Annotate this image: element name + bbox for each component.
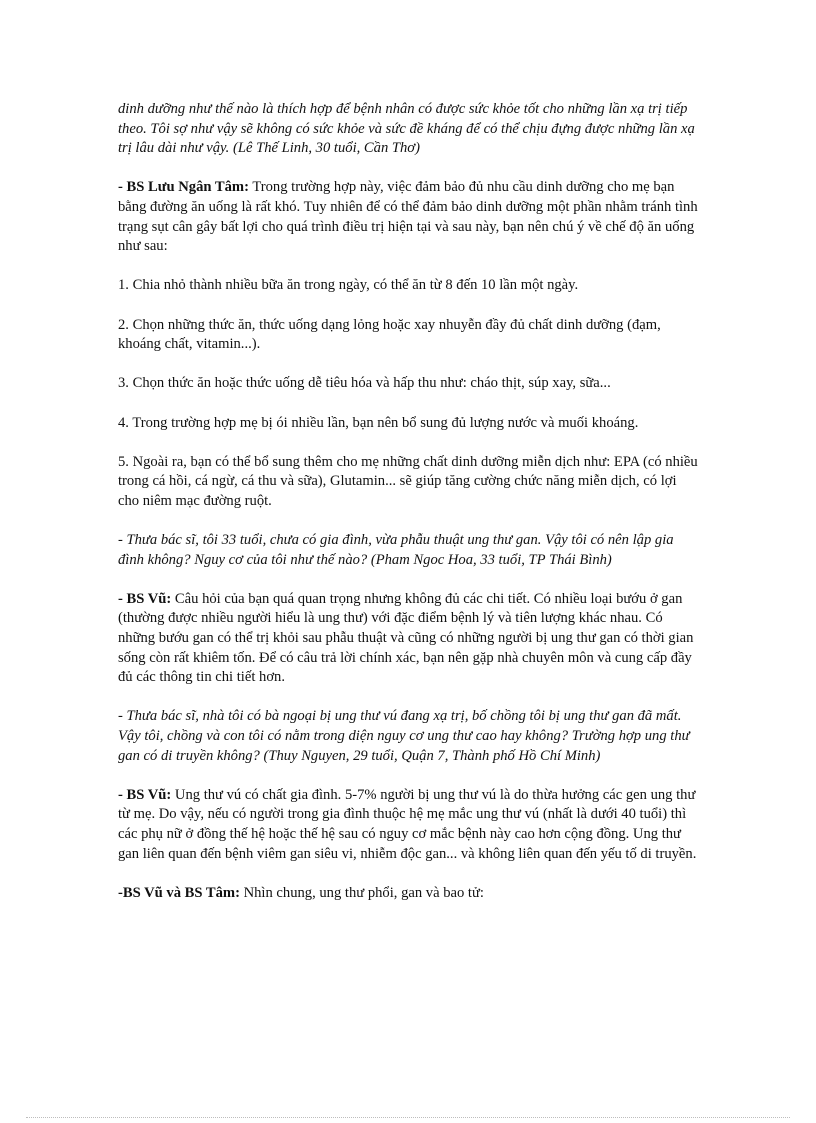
paragraph-text: Ung thư vú có chất gia đình. 5-7% người bị ung thư vú là do thừa hưởng các gen ung thư từ mẹ. Do vậy, nếu có người trong gia đình thuộc hệ mẹ mắc ung thư vú (nhất là dưới 40 tuổi) thì các phụ nữ ở đồng thế hệ hoặc thế hệ sau có nguy cơ mắc bệnh này cao hơn cộng đồng. Ung thư gan liên quan đến bệnh viêm gan siêu vi, nhiễm độc gan... và không liên quan đến yếu tố di truyền. bbox=[118, 786, 697, 862]
list-item bbox=[118, 414, 698, 434]
page-bottom-divider bbox=[26, 1117, 790, 1118]
paragraph-text: Nhìn chung, ung thư phổi, gan và bao tử: bbox=[239, 884, 484, 901]
paragraph-text: Câu hỏi của bạn quá quan trọng nhưng không đủ các chi tiết. Có nhiều loại bướu ở gan (thường được nhiều người hiểu là ung thư) với đặc điểm bệnh lý và tiên lượng khác nhau. Có những bướu gan có thể trị khỏi sau phẫu thuật và cũng có những người bị ung thư gan có thời gian sống còn rất khiêm tốn. Để có câu trả lời chính xác, bạn nên gặp nhà chuyên môn và cung cấp đầy đủ các thông tin chi tiết hơn. bbox=[118, 590, 694, 686]
paragraph-text: 3. Chọn thức ăn hoặc thức uống dễ tiêu hóa và hấp thu như: cháo thịt, súp xay, sữa... bbox=[118, 375, 611, 392]
paragraph-text: - Thưa bác sĩ, tôi 33 tuổi, chưa có gia đình, vừa phẫu thuật ung thư gan. Vậy tôi có nên lập gia đình không? Nguy cơ của tôi như thế nào? (Pham Ngoc Hoa, 33 tuổi, TP Thái Bình) bbox=[118, 532, 674, 568]
speaker-label: - BS Lưu Ngân Tâm: bbox=[118, 179, 249, 196]
document-body bbox=[118, 100, 698, 923]
list-item bbox=[118, 276, 698, 296]
paragraph-text: 2. Chọn những thức ăn, thức uống dạng lỏng hoặc xay nhuyễn đầy đủ chất dinh dưỡng (đạm, khoáng chất, vitamin...). bbox=[118, 316, 661, 353]
question-paragraph bbox=[118, 707, 698, 766]
list-item bbox=[118, 374, 698, 394]
answer-paragraph bbox=[118, 590, 698, 688]
list-item bbox=[118, 453, 698, 512]
speaker-label: - BS Vũ: bbox=[118, 786, 172, 803]
question-paragraph bbox=[118, 100, 698, 159]
question-paragraph bbox=[118, 531, 698, 570]
speaker-label: - BS Vũ: bbox=[118, 590, 172, 607]
paragraph-text: Trong trường hợp này, việc đảm bảo đủ nhu cầu dinh dưỡng cho mẹ bạn bằng đường ăn uống là rất khó. Tuy nhiên để có thể đảm bảo dinh dưỡng một phần nhằm tránh tình trạng sụt cân gây bất lợi cho quá trình điều trị hiện tại và sau này, bạn nên chú ý về chế độ ăn uống như sau: bbox=[118, 179, 698, 255]
paragraph-text: 4. Trong trường hợp mẹ bị ói nhiều lần, bạn nên bổ sung đủ lượng nước và muối khoáng. bbox=[118, 414, 639, 431]
paragraph-text: dinh dưỡng như thế nào là thích hợp để bệnh nhân có được sức khỏe tốt cho những lần xạ trị tiếp theo. Tôi sợ như vậy sẽ không có sức khỏe và sức đề kháng để có thể chịu đựng được những lần xạ trị lâu dài như vậy. (Lê Thế Linh, 30 tuổi, Cần Thơ) bbox=[118, 101, 695, 157]
list-item bbox=[118, 316, 698, 355]
speaker-label: -BS Vũ và BS Tâm: bbox=[118, 884, 240, 901]
paragraph-text: - Thưa bác sĩ, nhà tôi có bà ngoại bị ung thư vú đang xạ trị, bố chồng tôi bị ung thư gan đã mất. Vậy tôi, chồng và con tôi có nằm trong diện nguy cơ ung thư cao hay không? Trường hợp ung thư gan có di truyền không? (Thuy Nguyen, 29 tuổi, Quận 7, Thành phố Hồ Chí Minh) bbox=[118, 708, 690, 764]
answer-paragraph bbox=[118, 786, 698, 864]
answer-paragraph bbox=[118, 178, 698, 256]
paragraph-text: 1. Chia nhỏ thành nhiều bữa ăn trong ngày, có thể ăn từ 8 đến 10 lần một ngày. bbox=[118, 277, 579, 294]
answer-paragraph bbox=[118, 884, 698, 904]
paragraph-text: 5. Ngoài ra, bạn có thể bổ sung thêm cho mẹ những chất dinh dưỡng miễn dịch như: EPA (có nhiều trong cá hồi, cá ngừ, cá thu và sữa), Glutamin... sẽ giúp tăng cường chức năng miễn dịch, có lợi cho niêm mạc đường ruột. bbox=[118, 453, 698, 509]
